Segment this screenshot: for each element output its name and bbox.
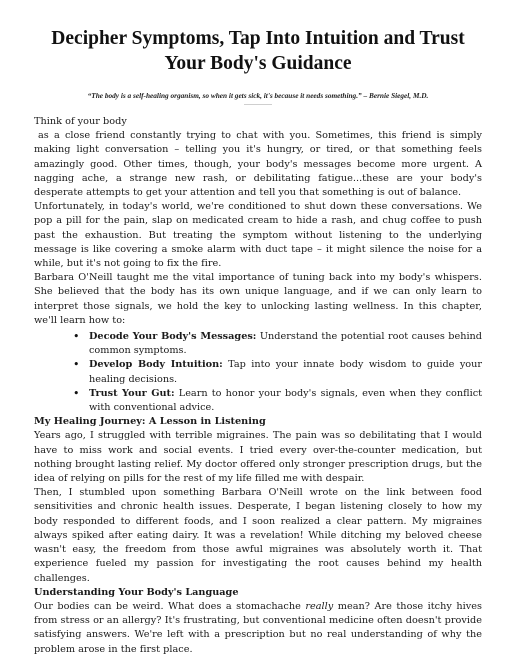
- paragraph-5: Then, I stumbled upon something Barbara O'Neill wrote on the link between food sensitivities and chronic health issues. Desperate, I began listening closely to how my body responded to different foods, and I soon realized a clear pattern. My migraines always spiked after eating dairy. It was a revelation! While ditching my beloved cheese wasn't easy, the freedom from those awful migraines was absolutely worth it. That experience fueled my passion for investigating the root causes behind my health challenges.: [34, 487, 482, 584]
- list-item: [89, 387, 482, 415]
- list-item: [89, 358, 482, 386]
- list-item-lead: Develop Body Intuition:: [89, 359, 223, 371]
- paragraph-6: [34, 600, 482, 657]
- list-item-lead: Decode Your Body's Messages:: [89, 331, 257, 343]
- document-page: [34, 26, 482, 657]
- paragraph-3: Barbara O'Neill taught me the vital importance of tuning back into my body's whispers. She believed that the body has its own unique language, and if we can only learn to interpret those signals, we hold the key to unlocking lasting wellness. In this chapter, we'll learn how to:: [34, 272, 482, 326]
- list-item-text: Learn to honor your body's signals, even when they conflict with conventional advice.: [89, 387, 483, 414]
- list-item-text: Tap into your innate body wisdom to guide your healing decisions.: [89, 359, 482, 385]
- list-item: [89, 330, 482, 358]
- paragraph-2: Unfortunately, in today's world, we're conditioned to shut down these conversations. We pop a pill for the pain, slap on medicated cream to hide a rash, and chug coffee to push past the exhaustion. But treating the symptom without listening to the underlying message is like covering a smoke alarm with duct tape – it might silence the noise for a while, but it's not going to fix the fire.: [34, 201, 482, 270]
- section-heading-healing-journey: My Healing Journey: A Lesson in Listening: [34, 416, 266, 428]
- paragraph-6-emphasis: really: [305, 600, 334, 612]
- section-heading-body-language: Understanding Your Body's Language: [34, 586, 239, 598]
- paragraph-6-part-a: Our bodies can be weird. What does a stomachache: [34, 600, 306, 612]
- list-item-lead: Trust Your Gut:: [89, 387, 175, 399]
- paragraph-1: as a close friend constantly trying to chat with you. Sometimes, this friend is simply making light conversation – telling you it's hungry, or tired, or that something feels amazingly good. Other times, though, your body's messages become more urgent. A nagging ache, a strange new rash, or debilitating fatigue...these are your body's desperate attempts to get your attention and tell you that something is out of balance.: [34, 130, 482, 199]
- page-title: Decipher Symptoms, Tap Into Intuition and Trust Your Body's Guidance: [51, 28, 465, 74]
- paragraph-4: Years ago, I struggled with terrible migraines. The pain was so debilitating that I would have to miss work and social events. I tried every over-the-counter medication, but nothing brought lasting relief. My doctor offered only stronger prescription drugs, but the idea of relying on pills for the rest of my life filled me with despair.: [34, 430, 482, 485]
- paragraph-6-part-b: mean? Are those itchy hives from stress or an allergy? It's frustrating, but conventional medicine often doesn't provide satisfying answers. We're left with a prescription but no real understanding of why the problem arose in the first place.: [34, 600, 482, 655]
- goals-list: [34, 330, 482, 415]
- intro-line: Think of your body: [34, 116, 127, 127]
- divider: [244, 104, 272, 105]
- list-item-text: Understand the potential root causes behind common symptoms.: [89, 331, 482, 357]
- epigraph-quote: “The body is a self-healing organism, so when it gets sick, it's because it needs something.” – Bernie Siegel, M.D.: [87, 91, 429, 100]
